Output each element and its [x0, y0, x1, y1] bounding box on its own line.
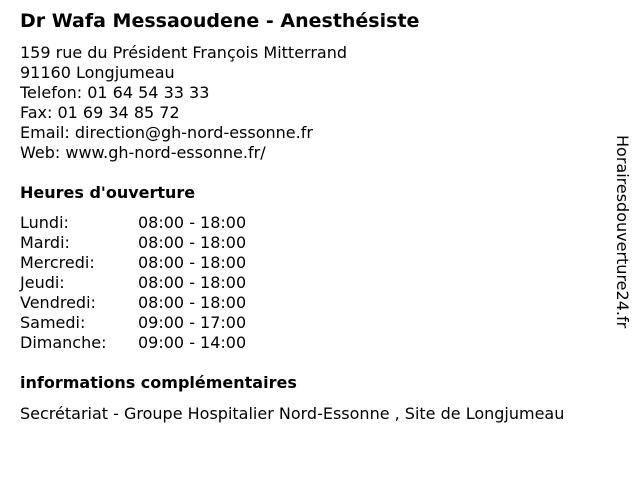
time-range: 09:00 - 17:00: [138, 313, 247, 332]
additional-info-text: Secrétariat - Groupe Hospitalier Nord-Essonne , Site de Longjumeau: [20, 404, 565, 423]
opening-hours-table: [20, 213, 246, 353]
day-label: Dimanche:: [20, 333, 107, 352]
time-range: 08:00 - 18:00: [138, 273, 247, 292]
website-address: Web: www.gh-nord-essonne.fr/: [20, 143, 266, 162]
day-label: Mardi:: [20, 233, 70, 252]
hours-row-sunday: [20, 333, 246, 353]
hours-row-saturday: [20, 313, 246, 333]
page-title: Dr Wafa Messaoudene - Anesthésiste: [20, 10, 420, 32]
hours-row-wednesday: [20, 253, 246, 273]
time-range: 08:00 - 18:00: [138, 293, 247, 312]
address-city: 91160 Longjumeau: [20, 63, 175, 82]
hours-row-monday: [20, 213, 246, 233]
fax-number: Fax: 01 69 34 85 72: [20, 103, 180, 122]
hours-row-tuesday: [20, 233, 246, 253]
address-street: 159 rue du Président François Mitterrand: [20, 43, 348, 62]
phone-number: Telefon: 01 64 54 33 33: [20, 83, 210, 102]
day-label: Vendredi:: [20, 293, 96, 312]
day-label: Samedi:: [20, 313, 86, 332]
time-range: 09:00 - 14:00: [138, 333, 247, 352]
site-watermark: Horairesdouverture24.fr: [613, 135, 632, 329]
time-range: 08:00 - 18:00: [138, 253, 247, 272]
contact-block: [20, 43, 347, 163]
hours-row-thursday: [20, 273, 246, 293]
opening-hours-heading: Heures d'ouverture: [20, 183, 196, 202]
time-range: 08:00 - 18:00: [138, 213, 247, 232]
hours-row-friday: [20, 293, 246, 313]
time-range: 08:00 - 18:00: [138, 233, 247, 252]
day-label: Jeudi:: [20, 273, 65, 292]
additional-info-heading: informations complémentaires: [20, 373, 297, 392]
day-label: Lundi:: [20, 213, 69, 232]
day-label: Mercredi:: [20, 253, 95, 272]
email-address: Email: direction@gh-nord-essonne.fr: [20, 123, 313, 142]
